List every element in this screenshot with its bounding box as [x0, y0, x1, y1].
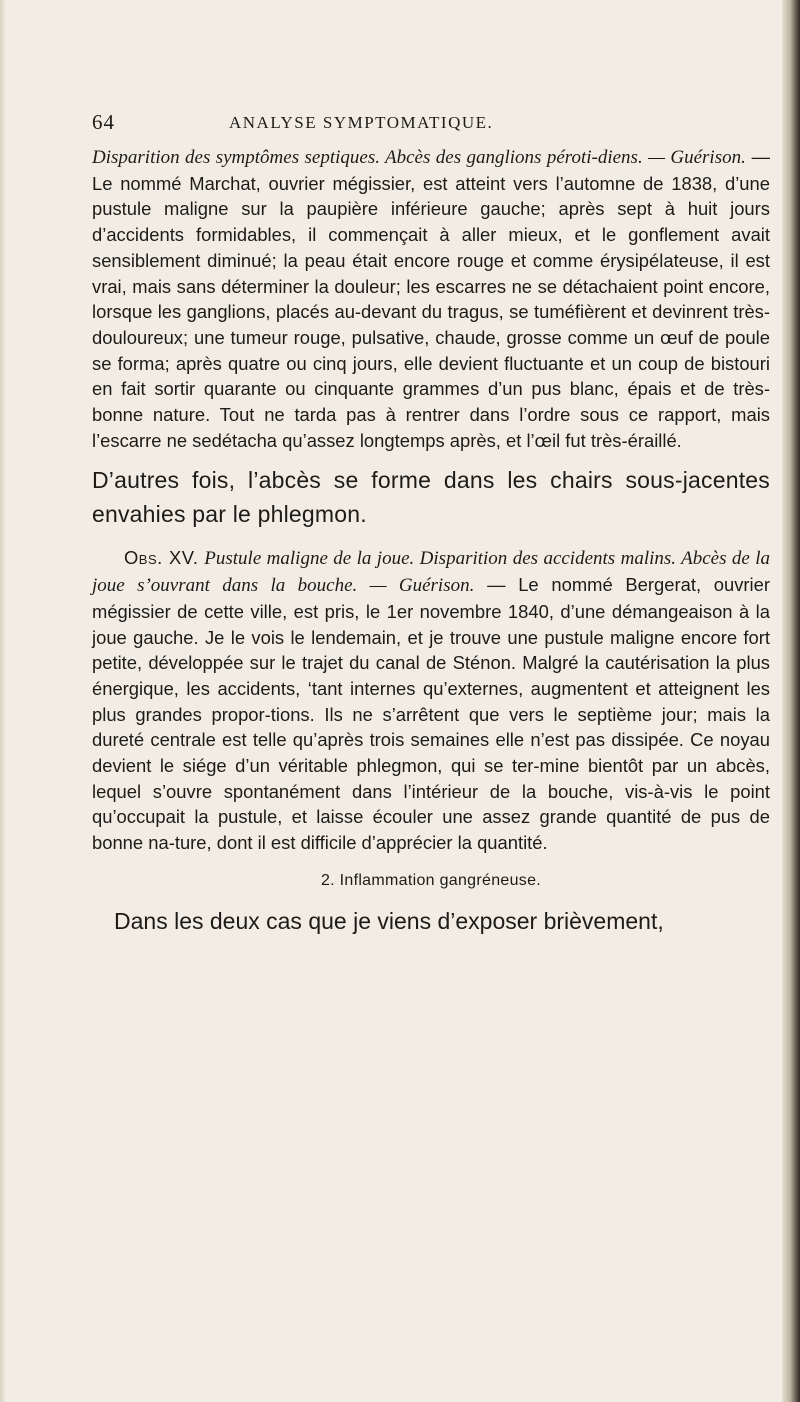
section-subheading: 2. Inflammation gangréneuse. — [320, 871, 542, 889]
page-header — [92, 110, 772, 140]
paragraph-marchat-title: Disparition des symptômes septiques. Abcès des ganglions péroti-diens. — Guérison. — [92, 147, 746, 168]
page-body — [92, 144, 770, 938]
observation-label: Obs. XV. — [124, 547, 199, 569]
paragraph-marchat — [92, 144, 770, 453]
observation-xv — [92, 545, 770, 855]
paragraph-marchat-text: — Le nommé Marchat, ouvrier mégissier, est atteint vers l’automne de 1838, d’une pustule maligne sur la paupière inférieure gauche; après sept à huit jours d’accidents formidables, il commençait à aller mieux, et le gonflement avait sensiblement diminué; la peau était encore rouge et comme érysipélateuse, il est vrai, mais sans déterminer la douleur; les escarres ne se détachaient point encore, lorsque les ganglions, placés au-devant du tragus, se tuméfièrent et devinrent très-douloureux; une tumeur rouge, pulsative, chaude, grosse comme un œuf de poule se forma; après quatre ou cinq jours, elle devient fluctuante et un coup de bistouri en fait sortir quarante ou cinquante grammes d’un pus blanc, épais et de très-bonne nature. Tout ne tarda pas à rentrer dans l’ordre sous ce rapport, mais l’escarre ne sedétacha qu’assez longtemps après, et l’œil fut très-éraillé. — [92, 146, 770, 451]
page-number: 64 — [92, 110, 115, 134]
observation-text: — Le nommé Bergerat, ouvrier mégissier de cette ville, est pris, le 1er novembre 1840, d’une démangeaison à la joue gauche. Je le vois le lendemain, et je trouve une pustule maligne encore fort petite, développée sur le trajet du canal de Sténon. Malgré la cautérisation la plus énergique, les accidents, ‘tant internes qu’externes, augmentent et atteignent les plus grandes propor-tions. Ils ne s’arrêtent que vers le septième jour; mais la dureté centrale est telle qu’après trois semaines elle n’est pas dissipée. Ce noyau devient le siége d’un véritable phlegmon, qui se ter-mine bientôt par un abcès, lequel s’ouvre spontanément dans l’intérieur de la bouche, vis-à-vis le point qu’occupait la pustule, et laisse écouler une assez grande quantité de pus de bonne na-ture, dont il est difficile d’apprécier la quantité. — [92, 574, 770, 854]
final-line: Dans les deux cas que je viens d’exposer brièvement, — [114, 907, 664, 934]
running-title: ANALYSE SYMPTOMATIQUE. — [229, 113, 494, 132]
observation-title: Pustule maligne de la joue. Disparition des accidents malins. Abcès de la joue s’ouvrant dans la bouche. — Guérison. — [92, 548, 770, 597]
page-edge — [782, 0, 800, 1402]
page-gutter-shadow — [0, 0, 6, 1402]
section-sentence: D’autres fois, l’abcès se forme dans les chairs sous-jacentes envahies par le phlegmon. — [92, 467, 770, 528]
